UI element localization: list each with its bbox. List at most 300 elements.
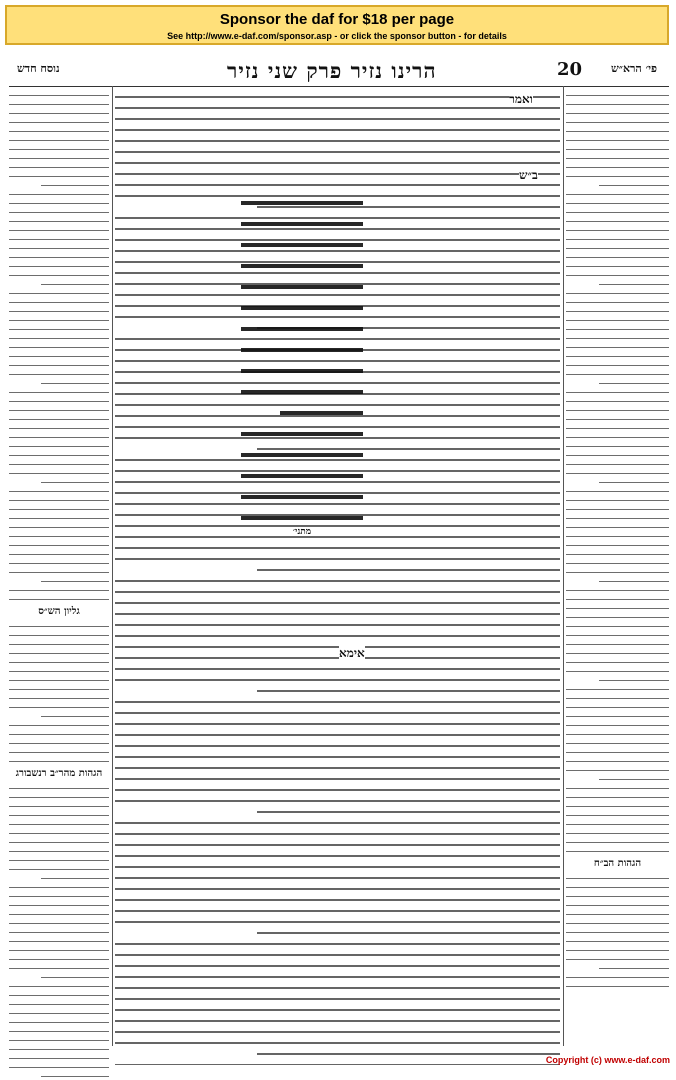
text-line: [9, 90, 109, 96]
text-line: [9, 288, 109, 294]
mishna-marker: מתני׳: [292, 527, 312, 537]
text-line: [9, 675, 109, 681]
text-line: [9, 936, 109, 942]
text-line: [566, 873, 669, 879]
text-line: [9, 459, 109, 465]
text-line: [566, 900, 669, 906]
text-line: [566, 810, 669, 816]
text-line: [115, 981, 560, 989]
text-line: [115, 794, 560, 802]
text-line: [566, 621, 669, 627]
text-line: [115, 618, 560, 626]
text-line: [566, 504, 669, 510]
text-line: [115, 893, 560, 901]
text-line: [566, 387, 669, 393]
text-line: [115, 992, 560, 1000]
text-line: [9, 639, 109, 645]
text-line: [241, 358, 363, 373]
text-line: [115, 552, 560, 560]
text-line: [115, 156, 560, 164]
text-line: [566, 801, 669, 807]
text-line: [9, 198, 109, 204]
text-line: [257, 563, 560, 571]
text-line: [9, 135, 109, 141]
column-divider: [563, 86, 564, 1046]
text-line: [9, 216, 109, 222]
text-line: [257, 1047, 560, 1055]
text-line: [566, 567, 669, 573]
text-line: [41, 378, 109, 384]
right-margin-column: [566, 90, 669, 1080]
text-line: [9, 792, 109, 798]
text-line: [9, 540, 109, 546]
sponsor-banner[interactable]: [5, 5, 669, 45]
text-line: [566, 522, 669, 528]
text-line: [41, 972, 109, 978]
text-line: [9, 513, 109, 519]
text-line: [9, 396, 109, 402]
text-line: [566, 216, 669, 222]
text-line: [9, 657, 109, 663]
text-line: [115, 860, 560, 868]
text-line: [115, 101, 560, 109]
text-line: [9, 1017, 109, 1023]
text-line: [566, 792, 669, 798]
text-line: [9, 504, 109, 510]
text-line: [566, 360, 669, 366]
text-line: [9, 423, 109, 429]
text-line: [566, 936, 669, 942]
text-line: [115, 178, 560, 186]
text-line: [9, 99, 109, 105]
text-line: [566, 414, 669, 420]
text-line: [9, 558, 109, 564]
text-line: [566, 297, 669, 303]
text-line: [115, 783, 560, 791]
text-line: [241, 505, 363, 520]
text-line: [566, 927, 669, 933]
text-line: [9, 567, 109, 573]
text-line: [566, 234, 669, 240]
text-line: [566, 261, 669, 267]
text-line: [566, 630, 669, 636]
text-line: [9, 990, 109, 996]
text-line: [241, 232, 363, 247]
text-line: [566, 918, 669, 924]
text-line: [9, 918, 109, 924]
text-line: [566, 396, 669, 402]
text-line: [115, 640, 560, 648]
text-line: [9, 855, 109, 861]
text-line: [599, 576, 669, 582]
text-line: [9, 666, 109, 672]
text-line: [566, 540, 669, 546]
text-line: [566, 648, 669, 654]
dibur-hamatchil: אימא: [339, 646, 365, 660]
text-line: [566, 531, 669, 537]
text-line: [9, 243, 109, 249]
text-line: [9, 1035, 109, 1041]
text-line: [566, 603, 669, 609]
text-line: [9, 810, 109, 816]
text-line: [241, 484, 363, 499]
text-line: [241, 421, 363, 436]
text-line: [9, 720, 109, 726]
text-line: [115, 585, 560, 593]
text-line: [566, 99, 669, 105]
text-line: [566, 549, 669, 555]
text-line: [566, 729, 669, 735]
text-line: [566, 684, 669, 690]
text-line: [115, 937, 560, 945]
text-line: [9, 1026, 109, 1032]
text-line: [115, 904, 560, 912]
text-line: [9, 531, 109, 537]
text-line: [9, 684, 109, 690]
margin-commentary: [9, 90, 109, 600]
text-line: [9, 702, 109, 708]
text-line: [566, 171, 669, 177]
gemara-block: [241, 190, 363, 537]
text-line: [241, 316, 363, 331]
text-line: [115, 574, 560, 582]
gilyon-text: [9, 621, 109, 762]
text-line: [9, 630, 109, 636]
text-line: [257, 805, 560, 813]
text-line: [566, 558, 669, 564]
text-line: [115, 1036, 560, 1044]
text-line: [9, 954, 109, 960]
text-line: [566, 639, 669, 645]
text-line: [566, 747, 669, 753]
text-line: [241, 253, 363, 268]
left-margin-column: [9, 90, 109, 1080]
text-line: [9, 891, 109, 897]
text-line: [566, 243, 669, 249]
text-line: [9, 306, 109, 312]
text-line: [566, 720, 669, 726]
section-title-hagahot: הגהות מהר״ב רנשבורג: [15, 768, 103, 779]
text-line: [566, 972, 669, 978]
text-line: [9, 117, 109, 123]
text-line: [9, 927, 109, 933]
text-line: [566, 765, 669, 771]
text-line: [9, 1008, 109, 1014]
text-line: [9, 360, 109, 366]
dibur-hamatchil: ב״ש: [519, 168, 538, 182]
text-line: [566, 495, 669, 501]
text-line: [241, 211, 363, 226]
text-line: [9, 522, 109, 528]
page-header: [9, 56, 669, 87]
text-line: [9, 405, 109, 411]
text-line: [9, 324, 109, 330]
text-line: [566, 513, 669, 519]
text-line: [9, 126, 109, 132]
text-line: [115, 629, 560, 637]
text-line: [9, 207, 109, 213]
text-line: [115, 871, 560, 879]
talmud-page: [9, 56, 669, 1046]
text-line: [9, 144, 109, 150]
section-title-gilyon: גליון הש״ס: [38, 606, 80, 617]
text-line: [599, 774, 669, 780]
text-line: [41, 711, 109, 717]
text-line: [566, 702, 669, 708]
text-line: [9, 945, 109, 951]
text-line: [599, 378, 669, 384]
text-line: [566, 711, 669, 717]
text-line: [9, 621, 109, 627]
text-line: [115, 728, 560, 736]
text-line: [115, 145, 560, 153]
sponsor-subtitle[interactable]: See http://www.e-daf.com/sponsor.asp - or click the sponsor button - for details: [167, 31, 507, 41]
column-divider: [112, 86, 113, 1046]
text-line: [9, 648, 109, 654]
text-line: [566, 945, 669, 951]
text-line: [9, 171, 109, 177]
text-line: [566, 225, 669, 231]
text-line: [115, 761, 560, 769]
text-line: [115, 959, 560, 967]
text-line: [566, 819, 669, 825]
text-line: [115, 739, 560, 747]
text-line: [566, 738, 669, 744]
text-line: [115, 123, 560, 131]
text-line: [241, 337, 363, 352]
text-line: [241, 379, 363, 394]
text-line: [566, 189, 669, 195]
text-line: [9, 468, 109, 474]
text-line: [9, 162, 109, 168]
text-line: [41, 1071, 109, 1077]
text-line: [566, 324, 669, 330]
text-line: [566, 846, 669, 852]
text-line: [115, 827, 560, 835]
text-line: [9, 225, 109, 231]
text-line: [115, 1014, 560, 1022]
text-line: [115, 695, 560, 703]
text-line: [9, 189, 109, 195]
text-line: [115, 882, 560, 890]
text-line: [115, 134, 560, 142]
text-line: [9, 432, 109, 438]
text-line: [566, 315, 669, 321]
text-line: [566, 909, 669, 915]
text-line: [566, 612, 669, 618]
text-line: [566, 198, 669, 204]
text-line: [566, 891, 669, 897]
text-line: [115, 706, 560, 714]
text-line: [566, 954, 669, 960]
text-line: [9, 801, 109, 807]
text-line: [9, 756, 109, 762]
text-line: [599, 963, 669, 969]
text-line: [257, 926, 560, 934]
text-line: [566, 135, 669, 141]
text-line: [241, 190, 363, 205]
text-line: [9, 747, 109, 753]
text-line: [566, 486, 669, 492]
text-line: [566, 351, 669, 357]
text-line: [566, 783, 669, 789]
text-line: [9, 549, 109, 555]
text-line: [9, 729, 109, 735]
text-line: [566, 693, 669, 699]
text-line: [9, 882, 109, 888]
text-line: [41, 180, 109, 186]
text-line: [9, 864, 109, 870]
text-line: [9, 738, 109, 744]
text-line: [9, 999, 109, 1005]
text-line: [115, 816, 560, 824]
text-line: [115, 167, 560, 175]
sponsor-title[interactable]: Sponsor the daf for $18 per page: [219, 11, 455, 28]
text-line: [566, 981, 669, 987]
text-line: [9, 333, 109, 339]
text-line: [9, 828, 109, 834]
text-line: [566, 117, 669, 123]
text-line: [566, 594, 669, 600]
text-line: [9, 297, 109, 303]
text-line: [9, 819, 109, 825]
text-line: [566, 666, 669, 672]
text-line: [566, 459, 669, 465]
page-number: 20: [557, 59, 583, 80]
text-line: [566, 207, 669, 213]
text-line: [115, 717, 560, 725]
text-line: [41, 477, 109, 483]
text-line: [566, 162, 669, 168]
text-line: [41, 279, 109, 285]
text-line: [566, 126, 669, 132]
hagahot-text: [9, 783, 109, 1080]
text-line: [115, 1058, 560, 1065]
text-line: [241, 463, 363, 478]
header-right-title: פי׳ הרא״ש: [611, 62, 657, 75]
text-line: [9, 153, 109, 159]
text-line: [115, 970, 560, 978]
text-line: [566, 306, 669, 312]
text-line: [115, 1003, 560, 1011]
text-line: [115, 772, 560, 780]
gemara-text: [241, 190, 363, 520]
text-line: [566, 342, 669, 348]
text-line: [566, 585, 669, 591]
text-line: [9, 693, 109, 699]
page-title: הרינו נזיר פרק שני נזיר: [227, 58, 437, 83]
text-line: [9, 486, 109, 492]
text-line: [9, 1053, 109, 1059]
text-line: [115, 948, 560, 956]
text-line: [566, 108, 669, 114]
text-line: [566, 756, 669, 762]
rosh-commentary: [566, 90, 669, 852]
text-line: [9, 441, 109, 447]
text-line: [9, 252, 109, 258]
text-line: [9, 594, 109, 600]
section-title-hagahot-habach: הגהות הב״ח: [593, 858, 642, 869]
text-line: [115, 112, 560, 120]
text-line: [566, 657, 669, 663]
text-line: [9, 315, 109, 321]
text-line: [566, 828, 669, 834]
text-line: [115, 849, 560, 857]
text-line: [9, 342, 109, 348]
text-line: [9, 900, 109, 906]
text-line: [566, 432, 669, 438]
text-line: [599, 675, 669, 681]
hagahot-habach-text: [566, 873, 669, 987]
text-line: [599, 279, 669, 285]
text-line: [9, 387, 109, 393]
text-line: [9, 234, 109, 240]
text-line: [9, 369, 109, 375]
dibur-hamatchil: ואמר: [509, 92, 533, 106]
text-line: [241, 295, 363, 310]
text-line: [241, 442, 363, 457]
text-line: [9, 981, 109, 987]
text-line: [566, 270, 669, 276]
text-line: [9, 261, 109, 267]
text-line: [9, 108, 109, 114]
text-line: [115, 651, 560, 659]
text-line: [9, 585, 109, 591]
text-line: [9, 1044, 109, 1050]
header-left-title: נוסח חדש: [17, 62, 60, 75]
text-line: [599, 180, 669, 186]
text-line: [566, 90, 669, 96]
text-line: [566, 369, 669, 375]
text-line: [115, 838, 560, 846]
text-line: [241, 274, 363, 289]
text-line: [9, 495, 109, 501]
text-line: [566, 882, 669, 888]
text-line: [566, 252, 669, 258]
text-line: [566, 450, 669, 456]
text-line: [9, 270, 109, 276]
text-line: [566, 153, 669, 159]
text-line: [41, 576, 109, 582]
text-line: [280, 400, 363, 415]
text-line: [115, 750, 560, 758]
text-line: [115, 596, 560, 604]
text-line: [115, 673, 560, 681]
copyright-notice: Copyright (c) www.e-daf.com: [545, 1055, 670, 1065]
text-line: [115, 1025, 560, 1033]
text-line: [257, 684, 560, 692]
text-line: [599, 477, 669, 483]
text-line: [566, 423, 669, 429]
text-line: [566, 144, 669, 150]
text-line: [115, 541, 560, 549]
text-line: [9, 351, 109, 357]
text-line: [41, 873, 109, 879]
text-line: [9, 846, 109, 852]
text-line: [566, 405, 669, 411]
text-line: [566, 288, 669, 294]
text-line: [115, 90, 560, 98]
text-line: [566, 333, 669, 339]
text-line: [9, 450, 109, 456]
text-line: [566, 441, 669, 447]
text-line: [9, 783, 109, 789]
text-line: [9, 1062, 109, 1068]
text-line: [115, 607, 560, 615]
text-line: [9, 837, 109, 843]
text-line: [115, 662, 560, 670]
text-line: [9, 414, 109, 420]
